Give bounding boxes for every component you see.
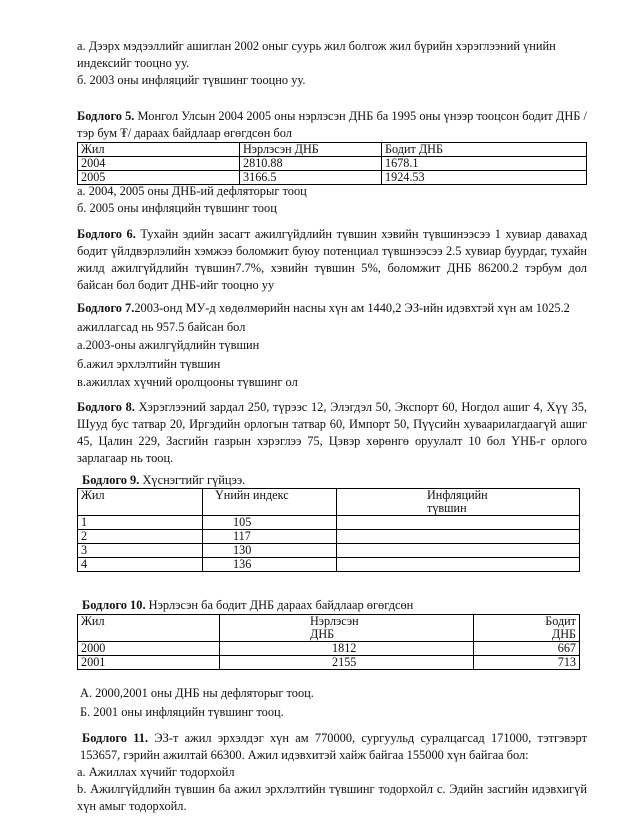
table-cell — [337, 530, 580, 544]
table-header-cell — [220, 615, 474, 642]
table-row — [78, 157, 587, 171]
table-header-cell: Нэрлэсэн ДНБ — [240, 143, 382, 157]
problem-6-text — [77, 226, 587, 294]
table-cell: 2005 — [78, 171, 240, 185]
table-header-cell: Жил — [78, 615, 220, 642]
table-cell — [337, 544, 580, 558]
table-cell: 2810.88 — [240, 157, 382, 171]
table-cell: 667 — [474, 642, 580, 656]
table-cell: 2000 — [78, 642, 220, 656]
table-cell: 1924.53 — [382, 171, 587, 185]
problem-6-body: Тухайн эдийн засагт ажилгүйдлийн түвшин хэвийн түвшинээсээ 1 хувиар давахад бодит үйлдвэрлэлийн хэмжээ боломжит буюу потенциал түвшнээсээ 2.5 хувиар буурдаг, тухайн жилд ажилгүйдлийн түвшин7.7%, хэвийн түвшин 5%, боломжит ДНБ 86200.2 тэрбум дол байсан бол бодит ДНБ-ийг тооцно уу — [77, 227, 587, 292]
table-header-cell: Жил — [78, 489, 203, 516]
intro-question-a-line2: индексийг тооцно уу. — [77, 56, 190, 70]
problem-5-question-a: а. 2004, 2005 оны ДНБ-ий дефляторыг тооц — [77, 184, 307, 198]
table-cell: 3 — [78, 544, 203, 558]
problem-8-label: Бодлого 8. — [77, 400, 135, 414]
nominal-gdp-header-line2: ДНБ — [310, 627, 335, 641]
table-cell: 1812 — [220, 642, 474, 656]
problem-8-text — [77, 399, 587, 467]
table-cell: 1 — [78, 516, 203, 530]
real-gdp-header-line2: ДНБ — [551, 627, 576, 641]
table-row — [78, 530, 580, 544]
table-header-cell — [474, 615, 580, 642]
problem-11-question-b: b. Ажилгүйдлийн түвшин ба ажил эрхлэлтийн түвшинг тодорхойл с. Эдийн засгийн идэвхигүй хүн амыг тодорхойл. — [77, 782, 587, 813]
problem-7-label: Бодлого 7. — [77, 301, 135, 315]
problem-10-table — [77, 614, 580, 670]
table-row — [78, 656, 580, 670]
problem-10-question-a: А. 2000,2001 оны ДНБ ны дефляторыг тооц. — [80, 686, 314, 700]
table-header-cell: Үнийн индекс — [203, 489, 337, 516]
table-header-row — [78, 143, 587, 157]
table-cell: 2155 — [220, 656, 474, 670]
table-header-row — [78, 615, 580, 642]
table-header-cell: Жил — [78, 143, 240, 157]
problem-11-question-a: a. Ажиллах хүчийг тодорхойл — [77, 765, 235, 779]
problem-11-label: Бодлого 11. — [82, 731, 149, 745]
problem-9-body: Хүснэгтийг гүйцээ. — [139, 473, 246, 487]
table-header-cell — [337, 489, 580, 516]
problem-5-text — [77, 108, 587, 142]
table-cell: 3166.5 — [240, 171, 382, 185]
nominal-gdp-header-line1: Нэрлэсэн — [310, 614, 359, 628]
table-row — [78, 558, 580, 572]
table-cell: 2001 — [78, 656, 220, 670]
problem-7-question-b: б.ажил эрхлэлтийн түвшин — [77, 356, 221, 371]
table-header-row — [78, 489, 580, 516]
table-header-cell: Бодит ДНБ — [382, 143, 587, 157]
problem-10-questions — [80, 684, 590, 722]
table-cell: 4 — [78, 558, 203, 572]
intro-question-a-line1: а. Дээрх мэдээллийг ашиглан 2002 оныг суурь жил болгож жил бүрийн хэрэглээний үнийн — [77, 39, 556, 53]
problem-10-text — [82, 597, 592, 614]
inflation-header-line2: түвшин — [427, 501, 467, 515]
problem-7-question-c: в.ажиллах хүчний оролцооны түвшинг ол — [77, 375, 298, 389]
table-cell: 136 — [203, 558, 337, 572]
problem-6-label: Бодлого 6. — [77, 227, 136, 241]
problem-10-question-b: Б. 2001 оны инфляцийн түвшинг тооц. — [80, 705, 284, 719]
problem-5-label: Бодлого 5. — [77, 109, 135, 123]
problem-10-body: Нэрлэсэн ба бодит ДНБ дараах байдлаар өгөгдсөн — [145, 598, 414, 612]
table-row — [78, 642, 580, 656]
problem-5-body: Монгол Улсын 2004 2005 оны нэрлэсэн ДНБ ба 1995 оны үнээр тооцсон бодит ДНБ /тэр бум ₮/ дараах байдлаар өгөгдсөн бол — [77, 109, 587, 140]
problem-9-label: Бодлого 9. — [82, 473, 140, 487]
inflation-header-line1: Инфляцийн — [427, 488, 488, 502]
problem-9-table — [77, 488, 580, 572]
table-cell: 2004 — [78, 157, 240, 171]
problem-5-question-b: б. 2005 оны инфляцийн түвшинг тооц — [77, 201, 277, 215]
problem-5-table — [77, 142, 587, 185]
table-cell: 105 — [203, 516, 337, 530]
intro-block — [77, 38, 587, 89]
table-cell — [337, 516, 580, 530]
table-cell: 1678.1 — [382, 157, 587, 171]
problem-8-body: Хэрэглээний зардал 250, түрээс 12, Элэгдэл 50, Экспорт 60, Ногдол ашиг 4, Хүү 35, Шууд бус татвар 20, Иргэдийн орлогын татвар 60, Импорт 50, Пүүсийн хуваарилагдаагүй ашиг 45, Цалин 229, Засгийн газрын хэрэглээ 75, Цэвэр хөрөнгө оруулалт 10 бол ҮНБ-г орлого зарлагаар нь тооц. — [77, 400, 587, 465]
table-cell — [337, 558, 580, 572]
problem-7-block — [77, 299, 587, 392]
problem-11-questions — [77, 764, 587, 815]
problem-11-body: ЭЗ-т ажил эрхэлдэг хүн ам 770000, сургуульд суралцагсад 171000, тэтгэвэрт 153657, гэрийн ажилтай 66300. Ажил идэвхитэй хайж байгаа 155000 хүн байгаа бол: — [80, 731, 587, 762]
table-cell: 130 — [203, 544, 337, 558]
problem-7-body: 2003-онд МУ-д хөдөлмөрийн насны хүн ам 1440,2 ЭЗ-ийн идэвхтэй хүн ам 1025.2 — [134, 301, 570, 315]
table-cell: 713 — [474, 656, 580, 670]
problem-10-label: Бодлого 10. — [82, 598, 146, 612]
problem-7-question-a: а.2003-оны ажилгүйдлийн түвшин — [77, 338, 260, 352]
problem-9-text — [82, 472, 592, 489]
table-cell: 2 — [78, 530, 203, 544]
problem-5-questions — [77, 183, 587, 217]
table-row — [78, 544, 580, 558]
real-gdp-header-line1: Бодит — [545, 614, 576, 628]
problem-7-line2: ажиллагсад нь 957.5 байсан бол — [77, 319, 246, 334]
problem-11-text — [80, 730, 587, 764]
table-cell: 117 — [203, 530, 337, 544]
intro-question-b: б. 2003 оны инфляцийг түвшинг тооцно уу. — [77, 73, 306, 87]
table-row — [78, 516, 580, 530]
